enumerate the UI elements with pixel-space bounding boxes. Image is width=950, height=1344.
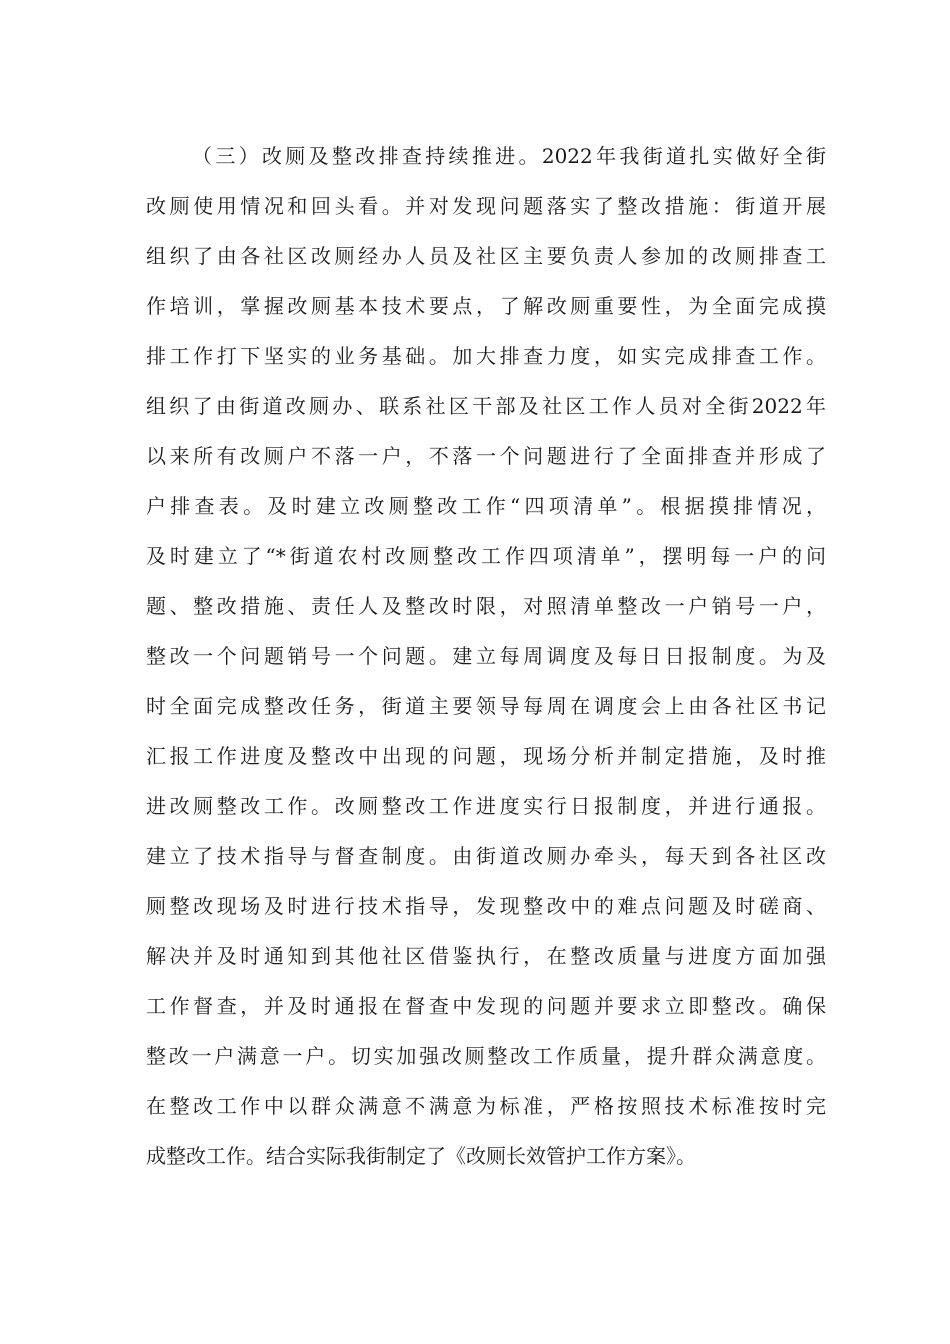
paragraph-line: 建立了技术指导与督查制度。由街道改厕办牵头，每天到各社区改 xyxy=(146,844,826,868)
paragraph-line: （三）改厕及整改排查持续推进。2022年我街道扎实做好全街 xyxy=(192,144,826,168)
paragraph-line: 以来所有改厕户不落一户，不落一个问题进行了全面排查并形成了 xyxy=(146,444,826,468)
paragraph-line: 排工作打下坚实的业务基础。加大排查力度，如实完成排查工作。 xyxy=(146,344,826,368)
paragraph-line: 题、整改措施、责任人及整改时限，对照清单整改一户销号一户， xyxy=(146,594,826,618)
paragraph-line: 在整改工作中以群众满意不满意为标准，严格按照技术标准按时完 xyxy=(146,1094,826,1118)
paragraph-line: 组织了由街道改厕办、联系社区干部及社区工作人员对全街2022年 xyxy=(146,394,826,418)
paragraph-line: 及时建立了“*街道农村改厕整改工作四项清单”，摆明每一户的问 xyxy=(146,544,826,568)
paragraph-line: 厕整改现场及时进行技术指导，发现整改中的难点问题及时磋商、 xyxy=(146,894,826,918)
paragraph-line: 整改一户满意一户。切实加强改厕整改工作质量，提升群众满意度。 xyxy=(146,1044,826,1068)
paragraph-line: 汇报工作进度及整改中出现的问题，现场分析并制定措施，及时推 xyxy=(146,744,826,768)
paragraph-line: 户排查表。及时建立改厕整改工作“四项清单”。根据摸排情况， xyxy=(146,494,826,518)
paragraph-line: 解决并及时通知到其他社区借鉴执行，在整改质量与进度方面加强 xyxy=(146,944,826,968)
paragraph-line: 成整改工作。结合实际我街制定了《改厕长效管护工作方案》。 xyxy=(146,1144,696,1168)
body-paragraph xyxy=(146,131,826,1181)
paragraph-line: 改厕使用情况和回头看。并对发现问题落实了整改措施：街道开展 xyxy=(146,194,826,218)
paragraph-line: 工作督查，并及时通报在督查中发现的问题并要求立即整改。确保 xyxy=(146,994,826,1018)
paragraph-line: 组织了由各社区改厕经办人员及社区主要负责人参加的改厕排查工 xyxy=(146,244,826,268)
paragraph-line: 整改一个问题销号一个问题。建立每周调度及每日日报制度。为及 xyxy=(146,644,826,668)
paragraph-line: 作培训，掌握改厕基本技术要点，了解改厕重要性，为全面完成摸 xyxy=(146,294,826,318)
paragraph-line: 时全面完成整改任务，街道主要领导每周在调度会上由各社区书记 xyxy=(146,694,826,718)
paragraph-line: 进改厕整改工作。改厕整改工作进度实行日报制度，并进行通报。 xyxy=(146,794,826,818)
